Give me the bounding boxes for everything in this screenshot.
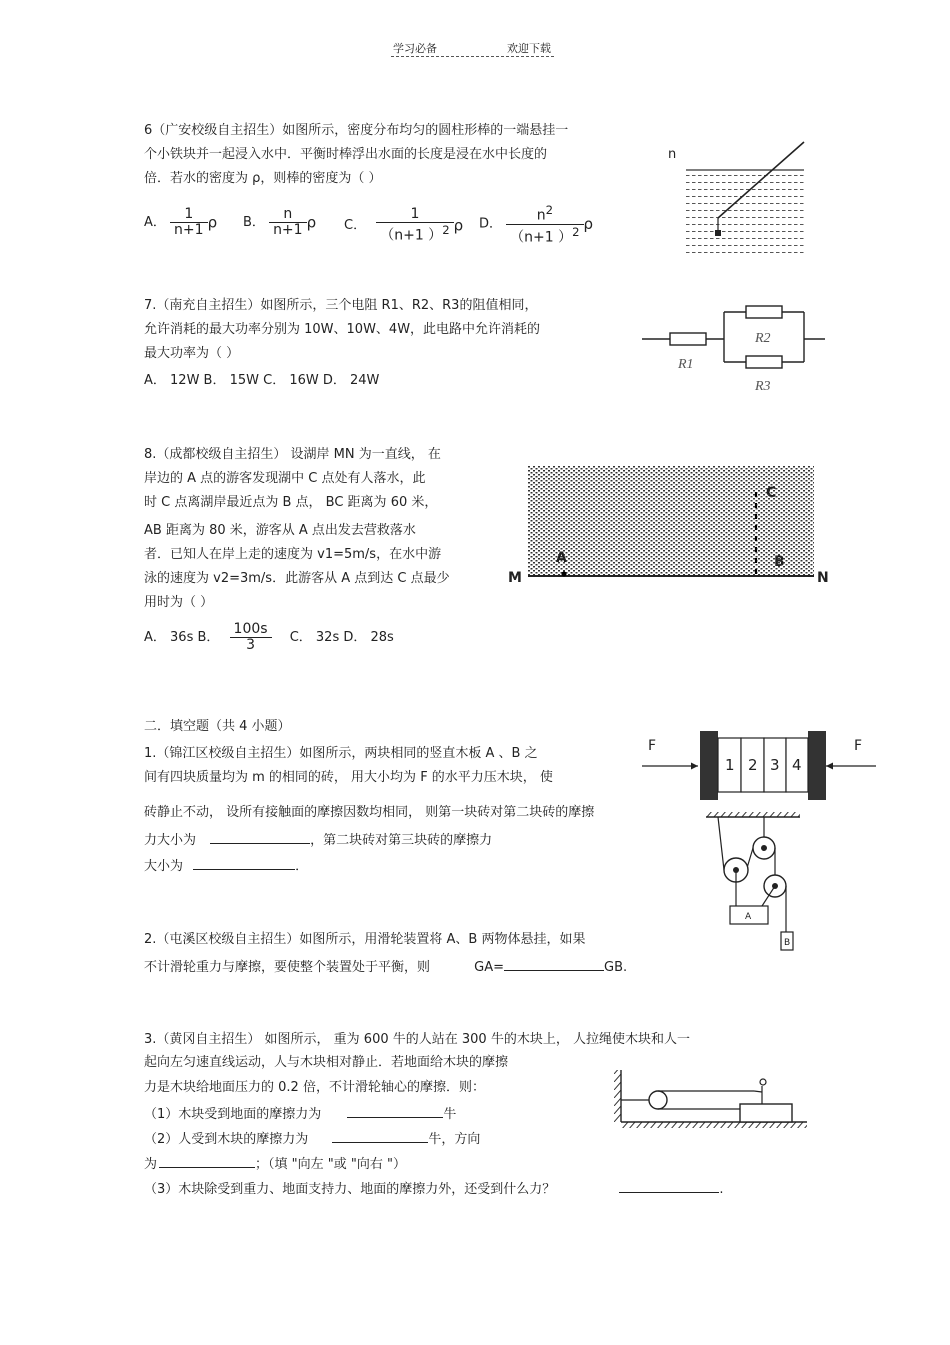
f3-blank-1[interactable] bbox=[347, 1104, 443, 1118]
q6-option-a-rho: ρ bbox=[207, 213, 218, 232]
q7-r1-box bbox=[670, 333, 706, 345]
f3-wood-block bbox=[740, 1104, 792, 1122]
q8-label-n: N bbox=[817, 570, 829, 586]
q6-figure-label-n: n bbox=[668, 147, 677, 162]
q6-water bbox=[686, 170, 804, 256]
q6-option-c[interactable] bbox=[344, 207, 463, 244]
q6-option-c-num: 1 bbox=[410, 206, 420, 222]
q7-options[interactable]: A． 12W B． 15W C． 16W D． 24W bbox=[144, 373, 380, 388]
f2-gb: GB. bbox=[604, 960, 628, 975]
q6-option-b-fraction bbox=[269, 207, 307, 238]
f3-line-7 bbox=[144, 1179, 724, 1198]
f3-q1-text: （1）木块受到地面的摩擦力为 bbox=[144, 1107, 322, 1122]
q7-line-1: 7.（南充自主招生）如图所示，三个电阻 R1、R2、R3的阻值相同， bbox=[144, 298, 538, 313]
q6-option-b[interactable] bbox=[243, 207, 316, 238]
f1-blank-1[interactable] bbox=[210, 830, 310, 844]
f2-rope-1 bbox=[718, 817, 724, 870]
f3-line-6 bbox=[144, 1154, 406, 1173]
q7-circuit bbox=[642, 300, 827, 395]
q6-option-c-fraction bbox=[376, 207, 453, 244]
f3-blank-4[interactable] bbox=[619, 1179, 719, 1193]
q6-option-d-num bbox=[506, 203, 583, 224]
f1-blank-2[interactable] bbox=[193, 856, 295, 870]
q6-option-a-den: n+1 bbox=[170, 222, 208, 238]
f2-block-b-label: B bbox=[784, 938, 791, 948]
q8-option-b-den: 3 bbox=[230, 637, 272, 653]
q8-figure-lake bbox=[508, 462, 838, 587]
f1-line-4-tail: ，第二块砖对第三块砖的摩擦力 bbox=[310, 833, 493, 848]
f2-line-1: 2.（屯溪区校级自主招生）如图所示，用滑轮装置将 A、B 两物体悬挂，如果 bbox=[144, 932, 586, 947]
f1-board-b bbox=[808, 731, 826, 800]
q8-option-b-num: 100s bbox=[233, 621, 268, 637]
f1-line-4-text: 力大小为 bbox=[144, 833, 197, 848]
q6-option-c-den-base: （n+1 ） bbox=[380, 227, 443, 244]
q6-option-c-label: C． bbox=[344, 217, 367, 233]
header-right: 欢迎下载 bbox=[507, 42, 551, 55]
q6-figure-water-rod bbox=[686, 140, 806, 260]
q7-r3-box bbox=[746, 356, 782, 368]
q6-iron-block bbox=[715, 230, 721, 236]
header-divider bbox=[391, 56, 554, 57]
f1-line-1: 1.（锦江区校级自主招生）如图所示，两块相同的竖直木板 A 、B 之 bbox=[144, 746, 538, 761]
q8-line-3: 时 C 点离湖岸最近点为 B 点， BC 距离为 60 米， bbox=[144, 495, 438, 510]
f1-board-a bbox=[700, 731, 718, 800]
f2-pulley-fixed-axle bbox=[761, 845, 767, 851]
q8-line-6: 泳的速度为 v2=3m/s．此游客从 A 点到达 C 点最少 bbox=[144, 571, 450, 586]
f1-brick-1-label: 1 bbox=[725, 756, 735, 774]
f3-q3-end: . bbox=[719, 1182, 724, 1197]
f1-line-5-text: 大小为 bbox=[144, 859, 184, 874]
q7-line-3: 最大功率为（ ） bbox=[144, 346, 240, 361]
q6-option-d-num-exp: 2 bbox=[545, 203, 553, 217]
f1-brick-3-label: 3 bbox=[770, 756, 780, 774]
q6-option-b-label: B． bbox=[243, 215, 265, 230]
q6-option-a[interactable] bbox=[144, 207, 217, 238]
q7-line-2: 允许消耗的最大功率分别为 10W、10W、4W，此电路中允许消耗的 bbox=[144, 322, 541, 337]
f3-line-1: 3.（黄冈自主招生） 如图所示， 重为 600 牛的人站在 300 牛的木块上， 人拉绳使木块和人一 bbox=[144, 1032, 690, 1047]
q6-option-b-rho: ρ bbox=[306, 213, 317, 232]
q6-option-b-num: n bbox=[283, 206, 293, 222]
f1-line-5 bbox=[144, 856, 308, 875]
q8-line-7: 用时为（ ） bbox=[144, 595, 214, 610]
f2-line-2 bbox=[144, 957, 627, 976]
f3-line-3: 力是木块给地面压力的 0.2 倍，不计滑轮轴心的摩擦．则： bbox=[144, 1080, 485, 1095]
f2-ceiling-hatch bbox=[706, 812, 800, 817]
q6-option-d-num-base: n bbox=[536, 207, 546, 224]
f3-pulley bbox=[649, 1091, 667, 1109]
q8-line-5: 者．已知人在岸上走的速度为 v1=5m/s，在水中游 bbox=[144, 547, 442, 562]
q6-option-d-exp: 2 bbox=[572, 224, 580, 239]
q6-option-c-exp: 2 bbox=[442, 223, 450, 237]
f1-arrowhead-left bbox=[691, 763, 698, 770]
header-left: 学习必备 bbox=[393, 42, 437, 55]
f1-label-f-left: F bbox=[648, 738, 657, 754]
f3-wall-hatch bbox=[614, 1070, 621, 1122]
q6-option-a-num: 1 bbox=[184, 206, 194, 222]
f3-figure-pulley-cart bbox=[614, 1066, 810, 1130]
f1-line-2: 间有四块质量均为 m 的相同的砖， 用大小均为 F 的水平力压木块， 使 bbox=[144, 770, 553, 785]
f3-person-head bbox=[760, 1079, 766, 1085]
q8-label-a: A bbox=[556, 550, 567, 566]
f2-ga: GA= bbox=[474, 960, 505, 975]
q7-r3-label: R3 bbox=[755, 379, 771, 394]
f3-q1-unit: 牛 bbox=[443, 1107, 457, 1122]
q6-option-b-den: n+1 bbox=[269, 222, 307, 238]
f1-brick-2-label: 2 bbox=[748, 756, 758, 774]
f2-blank[interactable] bbox=[504, 957, 604, 971]
q6-option-d[interactable] bbox=[479, 203, 593, 245]
q6-option-d-den bbox=[506, 224, 583, 246]
q8-label-c: C bbox=[766, 485, 777, 501]
f2-line-2-text: 不计滑轮重力与摩擦，要使整个装置处于平衡，则 bbox=[144, 960, 431, 975]
q7-r2-label: R2 bbox=[755, 331, 771, 346]
section2-title: 二．填空题（共 4 小题） bbox=[144, 719, 291, 734]
f1-line-5-tail: ． bbox=[295, 859, 309, 874]
q6-option-c-den bbox=[376, 222, 453, 244]
q6-option-d-fraction bbox=[506, 203, 583, 245]
q8-option-rest: C． 32s D． 28s bbox=[289, 630, 394, 645]
f3-q2-text: （2）人受到木块的摩擦力为 bbox=[144, 1132, 309, 1147]
q8-line-2: 岸边的 A 点的游客发现湖中 C 点处有人落水，此 bbox=[144, 471, 426, 486]
q6-option-d-label: D． bbox=[479, 216, 503, 232]
f3-line-2: 起向左匀速直线运动，人与木块相对静止．若地面给木块的摩擦 bbox=[144, 1055, 509, 1070]
f3-q3-text: （3）木块除受到重力、地面支持力、地面的摩擦力外，还受到什么力？ bbox=[144, 1182, 556, 1197]
f3-line-4 bbox=[144, 1104, 456, 1123]
f1-line-3: 砖静止不动， 设所有接触面的摩擦因数均相同， 则第一块砖对第二块砖的摩擦 bbox=[144, 805, 595, 820]
f3-person-arm bbox=[754, 1091, 762, 1092]
q7-r1-label: R1 bbox=[678, 357, 694, 372]
q6-option-c-rho: ρ bbox=[453, 216, 464, 235]
q6-line-2: 个小铁块并一起浸入水中．平衡时棒浮出水面的长度是浸在水中长度的 bbox=[144, 147, 548, 162]
q8-point-a bbox=[562, 572, 567, 577]
f1-label-f-right: F bbox=[854, 738, 863, 754]
f3-ground-hatch bbox=[621, 1122, 807, 1128]
q6-option-a-label: A． bbox=[144, 215, 166, 230]
f3-q2-direction: 为 bbox=[144, 1157, 158, 1172]
q8-option-a: A． 36s B． bbox=[144, 630, 220, 645]
f3-q2-hint: ；（填 "向左 "或 "向右 "） bbox=[255, 1157, 406, 1172]
q8-option-b-fraction bbox=[230, 622, 272, 653]
f1-arrowhead-right bbox=[826, 763, 833, 770]
f3-blank-3[interactable] bbox=[159, 1154, 255, 1168]
q8-options[interactable] bbox=[144, 622, 394, 653]
f3-blank-2[interactable] bbox=[332, 1129, 428, 1143]
q6-option-d-rho: ρ bbox=[583, 215, 594, 234]
f3-q2-unit: 牛，方向 bbox=[428, 1132, 481, 1147]
f2-rope-2 bbox=[747, 848, 753, 868]
q6-option-a-fraction bbox=[170, 207, 208, 238]
q8-label-b: B bbox=[774, 554, 785, 570]
f1-figure-bricks bbox=[640, 728, 880, 803]
q8-label-m: M bbox=[508, 570, 522, 586]
f2-block-a-label: A bbox=[745, 912, 752, 922]
q6-option-d-den-base: （n+1 ） bbox=[510, 229, 573, 246]
f1-line-4 bbox=[144, 830, 492, 849]
q6-line-1: 6（广安校级自主招生）如图所示，密度分布均匀的圆柱形棒的一端悬挂一 bbox=[144, 123, 569, 138]
f1-brick-4-label: 4 bbox=[792, 756, 802, 774]
q6-line-3: 倍．若水的密度为 ρ，则棒的密度为（ ） bbox=[144, 171, 382, 186]
q8-line-4: AB 距离为 80 米，游客从 A 点出发去营救落水 bbox=[144, 523, 416, 538]
q8-line-1: 8.（成都校级自主招生） 设湖岸 MN 为一直线， 在 bbox=[144, 447, 441, 462]
f2-figure-pulleys bbox=[706, 810, 806, 958]
q7-r2-box bbox=[746, 306, 782, 318]
q8-lake-water bbox=[528, 466, 814, 576]
f3-line-5 bbox=[144, 1129, 480, 1148]
